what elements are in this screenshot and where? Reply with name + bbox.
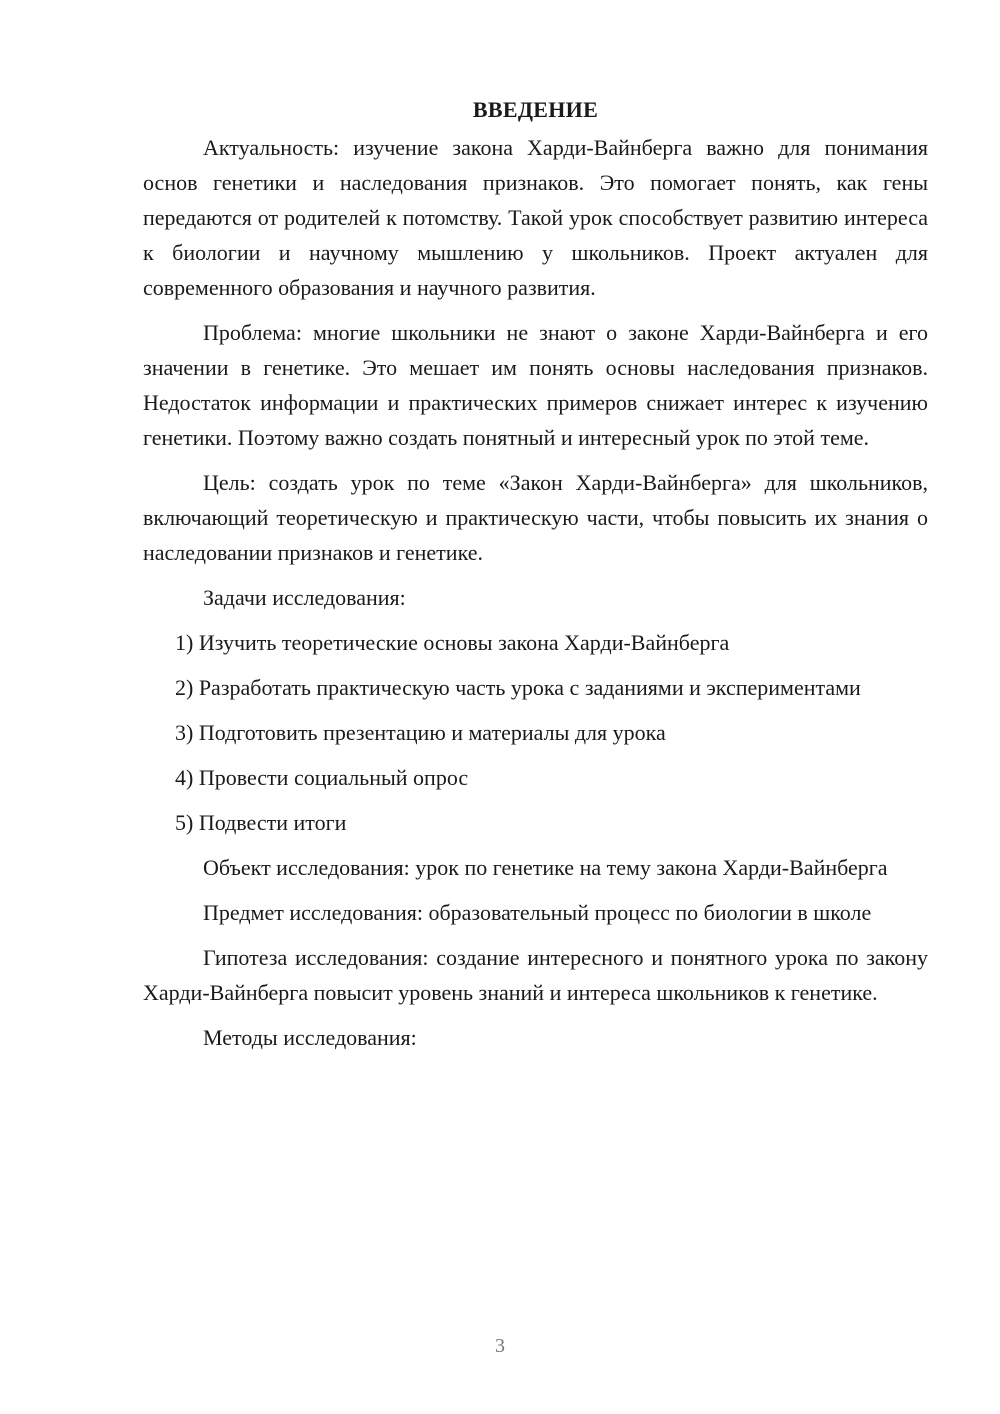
page-number: 3	[495, 1335, 505, 1357]
task-item-2: 2) Разработать практическую часть урока с заданиями и экспериментами	[175, 675, 861, 700]
paragraph-problem: Проблема: многие школьники не знают о законе Харди-Вайнберга и его значении в генетике. Это мешает им понять основы наследования признаков. Недостаток информации и практических примеров снижает интерес к изучению генетики. Поэтому важно создать понятный и интересный урок по этой теме.	[143, 320, 928, 450]
paragraph-relevance: Актуальность: изучение закона Харди-Вайнберга важно для понимания основ генетики и наследования признаков. Это помогает понять, как гены передаются от родителей к потомству. Такой урок способствует развитию интереса к биологии и научному мышлению у школьников. Проект актуален для современного образования и научного развития.	[143, 135, 928, 300]
task-item-1: 1) Изучить теоретические основы закона Харди-Вайнберга	[175, 630, 730, 655]
paragraph-goal: Цель: создать урок по теме «Закон Харди-Вайнберга» для школьников, включающий теоретическую и практическую части, чтобы повысить их знания о наследовании признаков и генетике.	[143, 470, 928, 565]
section-heading: ВВЕДЕНИЕ	[472, 97, 599, 122]
document-page	[143, 92, 928, 1065]
task-item-3: 3) Подготовить презентацию и материалы для урока	[175, 720, 666, 745]
task-item-4: 4) Провести социальный опрос	[175, 765, 469, 790]
paragraph-methods: Методы исследования:	[203, 1025, 417, 1050]
paragraph-object: Объект исследования: урок по генетике на тему закона Харди-Вайнберга	[203, 855, 888, 880]
task-item-5: 5) Подвести итоги	[175, 810, 347, 835]
paragraph-tasks-intro: Задачи исследования:	[203, 585, 406, 610]
paragraph-subject: Предмет исследования: образовательный процесс по биологии в школе	[203, 900, 872, 925]
paragraph-hypothesis: Гипотеза исследования: создание интересного и понятного урока по закону Харди-Вайнберга повысит уровень знаний и интереса школьников к генетике.	[143, 945, 928, 1005]
